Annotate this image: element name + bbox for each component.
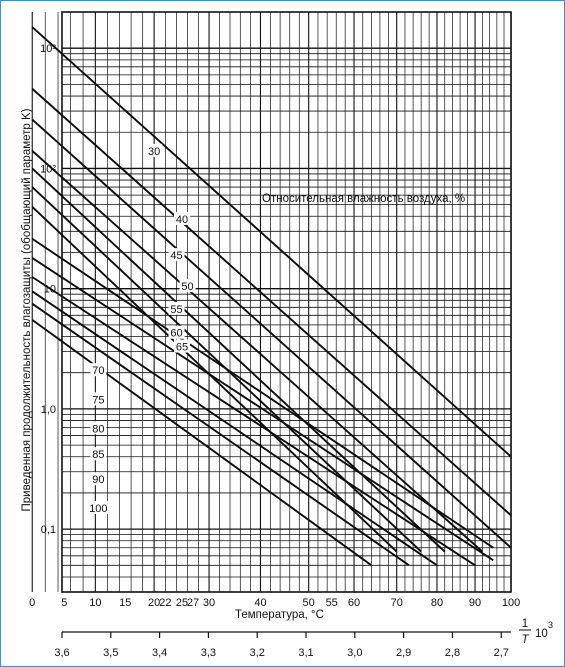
- humidity-line-80: [32, 277, 475, 565]
- series-label-55: 55: [170, 303, 183, 316]
- series-label-50: 50: [181, 281, 194, 294]
- series-label-60: 60: [170, 327, 183, 340]
- series-label-30: 30: [148, 145, 161, 158]
- temperature-tick-label: 22: [159, 597, 172, 609]
- temperature-tick-label: 80: [430, 597, 444, 609]
- x2-label-exponent: 3: [548, 620, 554, 630]
- y-axis-title: Приведенная продолжительность влагозащиты (обобщающий параметр K): [21, 108, 33, 512]
- temperature-tick-label: 0: [29, 597, 36, 609]
- temperature-tick-label: 30: [202, 597, 216, 609]
- x2-label-numerator: 1: [521, 618, 529, 630]
- x2-label-denominator: T: [521, 634, 529, 646]
- series-label-45: 45: [170, 250, 183, 263]
- x2-label-factor: 10: [535, 628, 548, 640]
- inverse-temperature-tick-label: 3,1: [298, 647, 314, 659]
- inverse-temperature-label: [519, 618, 553, 646]
- y-tick-label: 1,0: [40, 403, 56, 416]
- y-tick-label: 10³: [40, 43, 56, 56]
- series-label-80: 80: [92, 423, 105, 436]
- inverse-temperature-tick-label: 3,2: [249, 647, 265, 659]
- temperature-tick-label: 20: [148, 597, 161, 609]
- y-tick-label: 10²: [40, 163, 56, 176]
- temperature-tick-label: 100: [501, 597, 521, 609]
- temperature-tick-label: 15: [119, 597, 132, 609]
- series-label-70: 70: [92, 365, 105, 378]
- inverse-temperature-tick-label: 3,0: [347, 647, 363, 659]
- humidity-line-65: [32, 207, 396, 552]
- inverse-temperature-tick-label: 3,4: [151, 647, 168, 659]
- temperature-tick-label: 50: [302, 597, 315, 609]
- series-label-100: 100: [89, 502, 108, 515]
- y-tick-label: 0,1: [40, 524, 56, 537]
- temperature-tick-label: 60: [347, 597, 361, 609]
- temperature-tick-label: 10: [89, 597, 102, 609]
- inverse-temperature-tick-label: 2,8: [444, 647, 461, 659]
- legend-title: Относительная влажность воздуха, %: [262, 193, 466, 205]
- temperature-tick-label: 40: [254, 597, 267, 609]
- series-label-90: 90: [92, 474, 105, 487]
- inverse-temperature-tick-label: 2,9: [395, 647, 412, 659]
- series-label-85: 85: [92, 449, 105, 462]
- inverse-temperature-tick-label: 3,6: [54, 647, 70, 659]
- chart-axes: [29, 43, 520, 659]
- temperature-tick-label: 55: [325, 597, 338, 609]
- series-label-75: 75: [92, 394, 105, 407]
- inverse-temperature-tick-label: 2,7: [493, 647, 509, 659]
- inverse-temperature-tick-label: 3,3: [200, 647, 217, 659]
- temperature-tick-label: 70: [390, 597, 403, 609]
- inverse-temperature-tick-label: 3,5: [103, 647, 119, 659]
- temperature-tick-label: 90: [468, 597, 482, 609]
- humidity-line-55: [32, 168, 445, 551]
- y-tick-label: 10: [43, 283, 56, 296]
- temperature-tick-label: 27: [186, 597, 200, 609]
- temperature-tick-label: 5: [61, 597, 68, 609]
- series-label-65: 65: [175, 341, 189, 354]
- temperature-tick-label: 25: [175, 597, 189, 609]
- series-label-40: 40: [175, 213, 189, 226]
- humidity-line-30: [32, 27, 511, 457]
- x-axis-title: Температура, °С: [235, 609, 324, 621]
